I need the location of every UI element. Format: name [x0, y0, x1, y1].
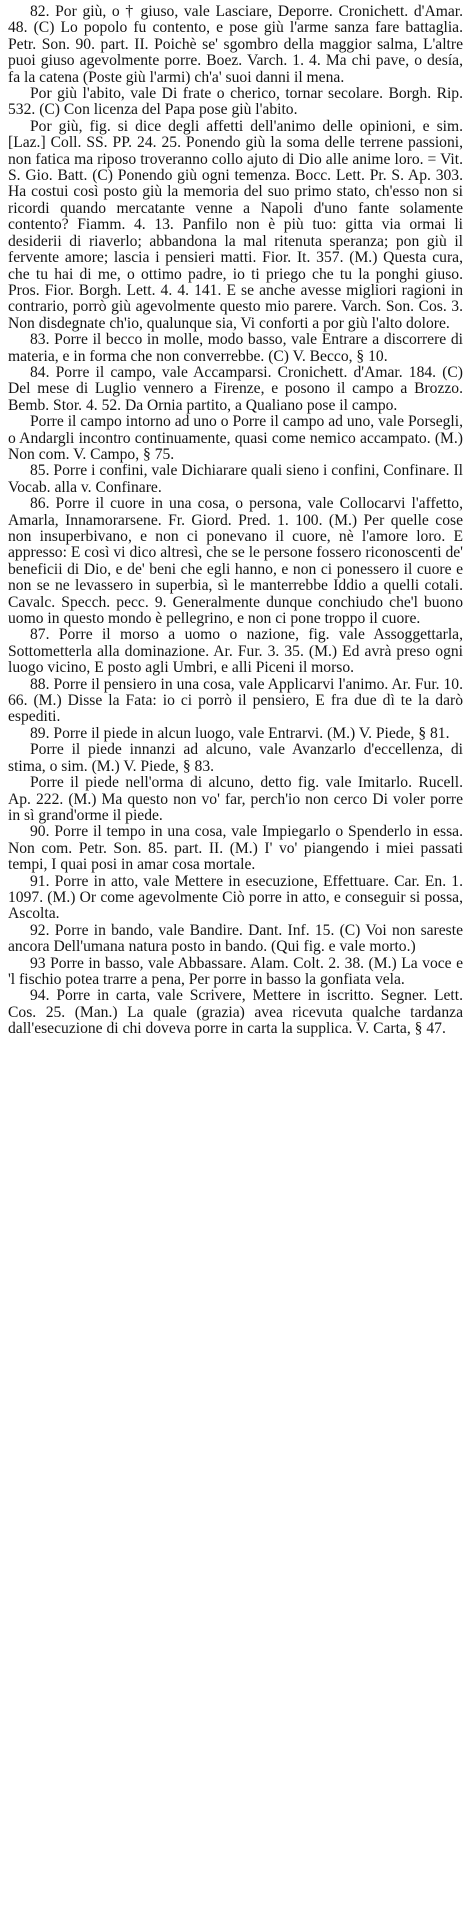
entry-85	[8, 463, 463, 496]
entry-85-text: 85. Porre i confini, vale Dichiarare quali sieno i confini, Confinare. Il Vocab. alla v. Confinare.	[8, 462, 463, 496]
entry-88	[8, 677, 463, 726]
entry-89-sub2-text: Porre il piede nell'orma di alcuno, detto fig. vale Imitarlo. Rucell. Ap. 222. (M.) Ma questo non vo' far, perch'io non cerco Di voler porre in sì grand'orme il piede.	[8, 774, 463, 824]
entry-93	[8, 956, 463, 989]
entry-92-text: 92. Porre in bando, vale Bandire. Dant. Inf. 15. (C) Voi non sareste ancora Dell'umana natura posto in bando. (Qui fig. e vale morto.)	[8, 921, 463, 956]
entry-90-text: 90. Porre il tempo in una cosa, vale Impiegarlo o Spenderlo in essa. Non com. Petr. Son. 85. part. II. (M.) I' vo' piangendo i miei passati tempi, I quai posi in amar cosa mortale.	[8, 823, 463, 874]
entry-92	[8, 923, 463, 956]
entry-87-text: 87. Porre il morso a uomo o nazione, fig. vale Assoggettarla, Sottometterla alla dominazione. Ar. Fur. 3. 35. (M.) Ed avrà preso ogni luogo vicino, E posto agli Umbri, e alli Piceni il morso.	[8, 626, 463, 677]
entry-89	[8, 726, 463, 742]
entry-86-text: 86. Porre il cuore in una cosa, o persona, vale Collocarvi l'affetto, Amarla, Innamorarsene. Fr. Giord. Pred. 1. 100. (M.) Per quelle cose non insuperbivano, e non ci ponevano il cuore, nè l'amore loro. E appresso: E così vi dico altresì, che se le persone fossero riconoscenti de' beneficii di Dio, e de' beni che egli hanno, e non ci ponessero il cuore e non se ne levassero in superbia, sì le manterrebbe Iddio a quelli cotali. Cavalc. Specch. pecc. 9. Generalmente dunque conchiudo che'l buono uomo in questo mondo è pellegrino, e non ci pone troppo il cuore.	[8, 495, 463, 628]
entry-82-abito: Por giù l'abito, vale Di frate o cherico, tornar secolare. Borgh. Rip. 532. (C) Con licenza del Papa pose giù l'abito.	[8, 85, 463, 119]
entry-84-campo-intorno	[8, 414, 463, 463]
entry-83-text: 83. Porre il becco in molle, modo basso, vale Entrare a discorrere di materia, e in forma che non converrebbe. (C) V. Becco, § 10.	[8, 331, 463, 365]
entry-90	[8, 824, 463, 873]
entry-84	[8, 365, 463, 414]
entry-84-text: 84. Porre il campo, vale Accamparsi. Cronichett. d'Amar. 184. (C) Del mese di Luglio vennero a Firenze, e posono il campo a Brozzo. Bemb. Stor. 4. 52. Da Ornia partito, a Qualiano pose il campo.	[8, 363, 463, 414]
entry-94-text: 94. Porre in carta, vale Scrivere, Mettere in iscritto. Segner. Lett. Cos. 25. (Man.) La quale (grazia) avea ricevuta qualche tardanza dall'esecuzione di chi doveva porre in carta la supplica. V. Carta, § 47.	[8, 987, 463, 1038]
entry-89-sub1-text: Porre il piede innanzi ad alcuno, vale Avanzarlo d'eccellenza, di stima, o sim. (M.) V. Piede, § 83.	[8, 741, 463, 775]
entry-88-text: 88. Porre il pensiero in una cosa, vale Applicarvi l'animo. Ar. Fur. 10. 66. (M.) Disse la Fata: io ci porrò il pensiero, E fra due dì te la darò espediti.	[8, 675, 463, 726]
entry-82-fig: Por giù, fig. si dice degli affetti dell'animo delle opinioni, e sim. [Laz.] Coll. SS. PP. 24. 25. Ponendo giù la soma delle terrene passioni, non fatica ma riposo troveranno collo ajuto di Dio alle anime loro. = Vit. S. Gio. Batt. (C) Ponendo giù ogni temenza. Bocc. Lett. Pr. S. Ap. 303. Ha costui così posto giù la memoria del suo primo stato, ch'esso non si ricordi quando mercatante venne a Napoli d'uno fante solamente contento? Fiamm. 4. 13. Panfilo non è più tuo: gitta via ormai li desiderii di riaverlo; abbandona la mal ritenuta speranza; pon giù il fervente amore; lascia i pensieri matti. Fior. It. 357. (M.) Questa cura, che tu hai di me, o ottimo padre, io ti priego che tu la ponghi giuso. Pros. Fior. Borgh. Lett. 4. 4. 141. E se anche avesse migliori ragioni in contrario, porrò giù agevolmente questo mio parere. Varch. Son. Cos. 3. Non disdegnate ch'io, qualunque sia, Vi conforti a por giù l'alto dolore.	[8, 117, 463, 332]
entry-82	[8, 4, 463, 332]
entry-94	[8, 988, 463, 1037]
entry-93-text: 93 Porre in basso, vale Abbassare. Alam. Colt. 2. 38. (M.) La voce e 'l fischio potea trarre a pena, Per porre in basso la gonfiata vela.	[8, 954, 463, 988]
entry-87	[8, 627, 463, 676]
entry-83	[8, 332, 463, 365]
entry-86	[8, 496, 463, 627]
entry-89-text: 89. Porre il piede in alcun luogo, vale Entrarvi. (M.) V. Piede, § 81.	[30, 724, 450, 742]
entry-91	[8, 874, 463, 923]
entry-82-main: 82. Por giù, o † giuso, vale Lasciare, Deporre. Cronichett. d'Amar. 48. (C) Lo popolo fu contento, e pose giù l'arme sanza fare battaglia. Petr. Son. 90. part. II. Poichè se' sgombro della maggior salma, L'altre puoi giuso agevolmente porre. Boez. Varch. 1. 4. Ma chi pave, o desía, fa la catena (Poste giù l'armi) ch'a' suoi danni il mena.	[8, 3, 463, 86]
entry-89-piede-orma	[8, 775, 463, 824]
entry-89-piede-innanzi	[8, 742, 463, 775]
entry-91-text: 91. Porre in atto, vale Mettere in esecuzione, Effettuare. Car. En. 1. 1097. (M.) Or come agevolmente Ciò porre in atto, e conseguir si possa, Ascolta.	[8, 872, 463, 923]
entry-84-sub-text: Porre il campo intorno ad uno o Porre il campo ad uno, vale Porsegli, o Andargli incontro continuamente, quasi come nemico accampato. (M.) Non com. V. Campo, § 75.	[8, 413, 463, 463]
